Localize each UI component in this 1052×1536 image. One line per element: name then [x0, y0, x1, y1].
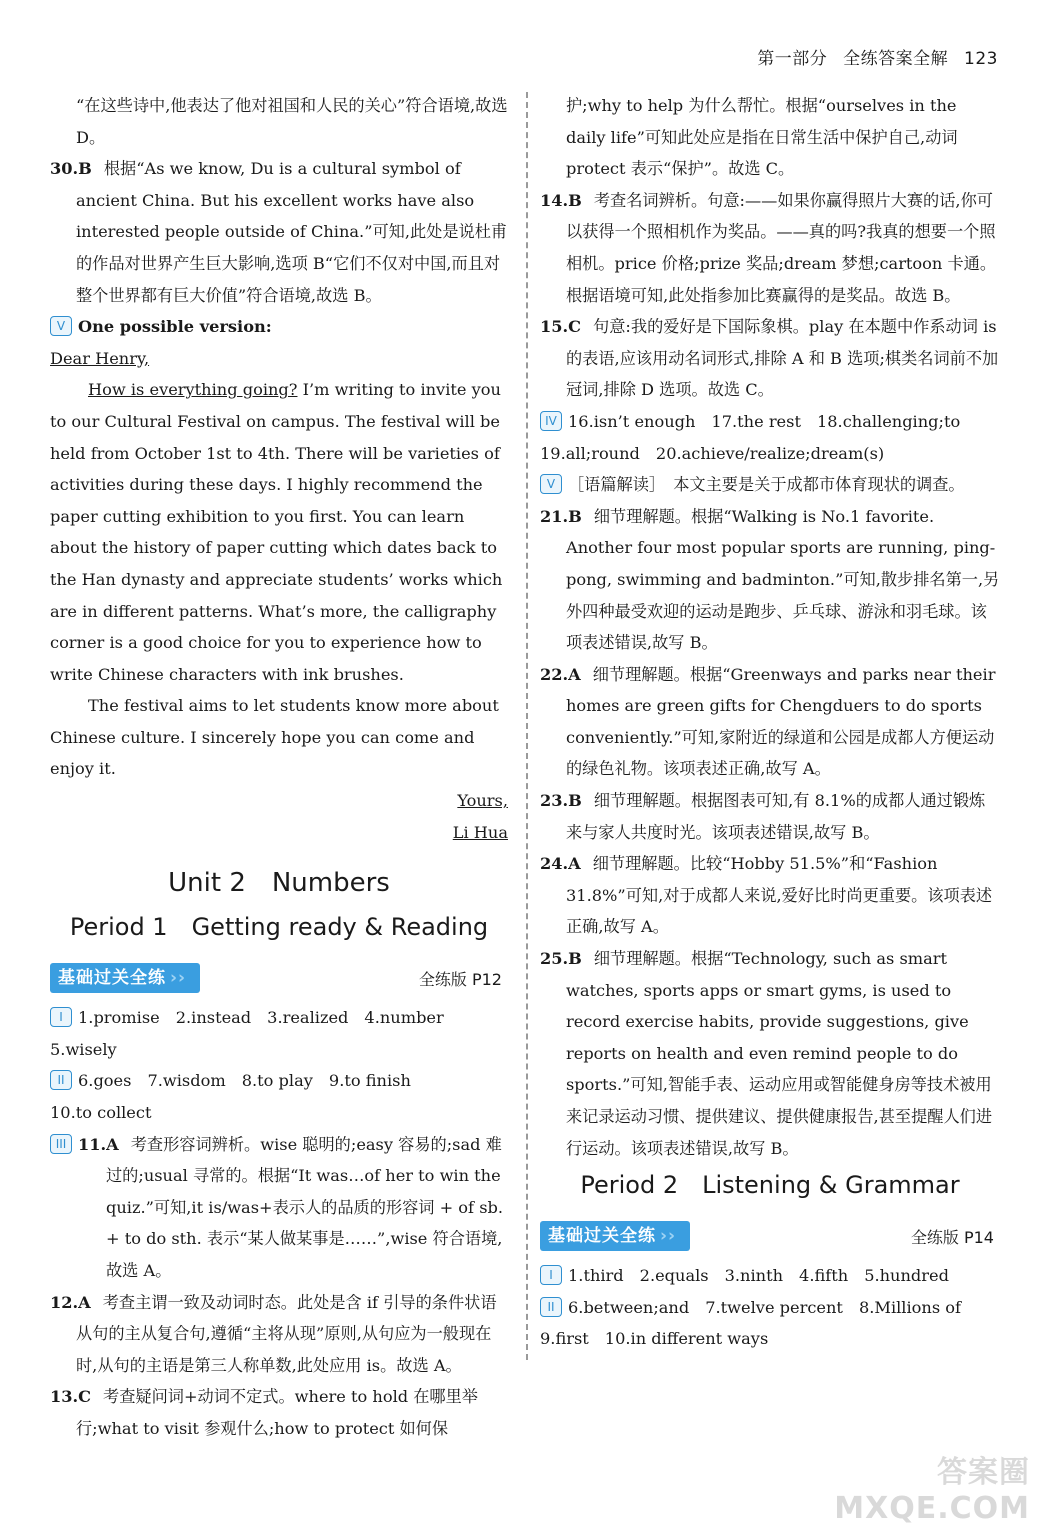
section-i-answers: I 1.promise 2.instead 3.realized 4.number: [50, 1002, 508, 1034]
answer-30: 30.B 根据“As we know, Du is a cultural symbol of ancient China. But his excellent works have also interested people outside of China.”可知,此处是说杜甫的作品对世界产生巨大影响,选项 B“它们不仅对中国,而且对整个世界都有巨大价值”符合语境,故选 B。: [50, 159, 508, 305]
section-tag-bar-2: [540, 1220, 1000, 1254]
answer-29-continued: “在这些诗中,他表达了他对祖国和人民的关心”符合语境,故选 D。: [76, 96, 508, 147]
letter-salutation: Dear Henry,: [50, 348, 150, 368]
section-badge-i-p2: I: [540, 1265, 562, 1285]
section-tag-1: 基础过关全练 ››: [50, 963, 200, 993]
section-iv-answers-line2: 19.all;round 20.achieve/realize;dream(s): [540, 443, 885, 463]
letter-paragraph-1: How is everything going? I’m writing to invite you to our Cultural Festival on campus. The festival will be held from October 1st to 4th. There will be varieties of activities during these days. I highly recommend the paper cutting exhibition to you first. You can learn about the history of paper cutting which dates back to the Han dynasty and appreciate students’ works which are in different patterns. What’s more, the calligraphy corner is a good choice for you to experience how to write Chinese characters with ink brushes.: [50, 380, 503, 684]
answer-15: 15.C 句意:我的爱好是下国际象棋。play 在本题中作系动词 is 的表语,应该用动名词形式,排除 A 和 B 选项;棋类名词前不加冠词,排除 D 选项。故选 C。: [540, 317, 999, 400]
section-badge-v: V: [50, 316, 72, 336]
section-badge-iv: IV: [540, 411, 562, 431]
section-i-answers-line2: 5.wisely: [50, 1039, 117, 1059]
right-column: [540, 90, 1000, 1355]
section-badge-iii: III: [50, 1134, 72, 1154]
section-badge-ii: II: [50, 1070, 72, 1090]
period2-section-i-answers: I 1.third 2.equals 3.ninth 4.fifth 5.hundred: [540, 1260, 1000, 1292]
section-v-reading-intro: V ［语篇解读］ 本文主要是关于成都市体育现状的调查。: [540, 469, 1000, 501]
letter-paragraph-2: The festival aims to let students know more about Chinese culture. I sincerely hope you can come and enjoy it.: [50, 696, 499, 779]
answer-25: 25.B 细节理解题。根据“Technology, such as smart watches, sports apps or smart gyms, is used to record exercise habits, provide suggestions, give reports on health and even remind people to do sports.”可知,智能手表、运动应用或智能健身房等技术被用来记录运动习惯、提供建议、提供健康报告,甚至提醒人们进行运动。该项表述错误,故写 B。: [540, 949, 993, 1158]
period-2-title: Period 2 Listening & Grammar: [580, 1171, 960, 1200]
answer-11: III 11.A 考查形容词辨析。wise 聪明的;easy 容易的;sad 难过的;usual 寻常的。根据“It was…of her to win the quiz.”可知,it is/was+表示人的品质的形容词 + of sb. + to do sth. 表示“某人做某事是……”,wise 符合语境,故选 A。: [50, 1129, 508, 1287]
writing-section: [50, 311, 508, 343]
section-tag-2-ref: 全练版 P14: [910, 1228, 994, 1248]
watermark-logo: 答案圈 MXQE.COM: [834, 1455, 1030, 1526]
section-tag-bar-1: [50, 962, 508, 996]
section-ii-answers: II 6.goes 7.wisdom 8.to play 9.to finish: [50, 1065, 508, 1097]
period2-section-ii-answers-line2: 9.first 10.in different ways: [540, 1329, 769, 1349]
header-part: 第一部分: [757, 49, 828, 69]
answer-22: 22.A 细节理解题。根据“Greenways and parks near their homes are green gifts for Chengduers to do sports conveniently.”可知,家附近的绿道和公园是成都人方便运动的绿色礼物。该项表述正确,故写 A。: [540, 664, 996, 779]
page-header: [747, 44, 998, 69]
answer-12: 12.A 考查主谓一致及动词时态。此处是含 if 引导的条件状语从句的主从复合句,遵循“主将从现”原则,从句应为一般现在时,从句的主语是第三人称单数,此处应用 is。故选 A。: [50, 1292, 497, 1375]
section-badge-v-right: V: [540, 474, 562, 494]
left-column: [50, 90, 508, 1445]
version-label: One possible version:: [78, 317, 272, 337]
section-iv-answers: IV 16.isn’t enough 17.the rest 18.challenging;to: [540, 406, 1000, 438]
answer-23: 23.B 细节理解题。根据图表可知,有 8.1%的成都人通过锻炼来与家人共度时光。该项表述错误,故写 B。: [540, 791, 986, 842]
answer-21: 21.B 细节理解题。根据“Walking is No.1 favorite. Another four most popular sports are running, ping-pong, swimming and badminton.”可知,散步排名第一,另外四种最受欢迎的运动是跑步、乒乓球、游泳和羽毛球。该项表述错误,故写 B。: [540, 506, 1000, 653]
answer-13-continued: 护;why to help 为什么帮忙。根据“ourselves in the daily life”可知此处应是指在日常生活中保护自己,动词 protect 表示“保护”。故选 C。: [566, 96, 958, 179]
answer-14: 14.B 考查名词辨析。句意:——如果你赢得照片大赛的话,你可以获得一个照相机作为奖品。——真的吗?我真的想要一个照相机。price 价格;prize 奖品;dream 梦想;cartoon 卡通。根据语境可知,此处指参加比赛赢得的是奖品。故选 B。: [540, 190, 997, 305]
unit-title: Unit 2 Numbers: [168, 868, 390, 899]
section-badge-ii-p2: II: [540, 1297, 562, 1317]
section-tag-2: 基础过关全练 ››: [540, 1221, 690, 1251]
answer-24: 24.A 细节理解题。比较“Hobby 51.5%”和“Fashion 31.8%”可知,对于成都人来说,爱好比时尚更重要。该项表述正确,故写 A。: [540, 854, 993, 937]
section-ii-answers-line2: 10.to collect: [50, 1103, 152, 1123]
page-number: 123: [964, 49, 998, 69]
period-1-title: Period 1 Getting ready & Reading: [69, 913, 489, 942]
period2-section-ii-answers: II 6.between;and 7.twelve percent 8.Millions of: [540, 1292, 1000, 1324]
answer-13: 13.C 考查疑问词+动词不定式。where to hold 在哪里举行;what to visit 参观什么;how to protect 如何保: [50, 1387, 478, 1438]
letter-closing: Yours,: [457, 791, 508, 811]
letter-signature: Li Hua: [452, 822, 508, 842]
section-badge-i: I: [50, 1007, 72, 1027]
column-divider: [526, 92, 528, 1360]
section-tag-1-ref: 全练版 P12: [418, 970, 502, 990]
header-title: 全练答案全解: [843, 49, 949, 69]
